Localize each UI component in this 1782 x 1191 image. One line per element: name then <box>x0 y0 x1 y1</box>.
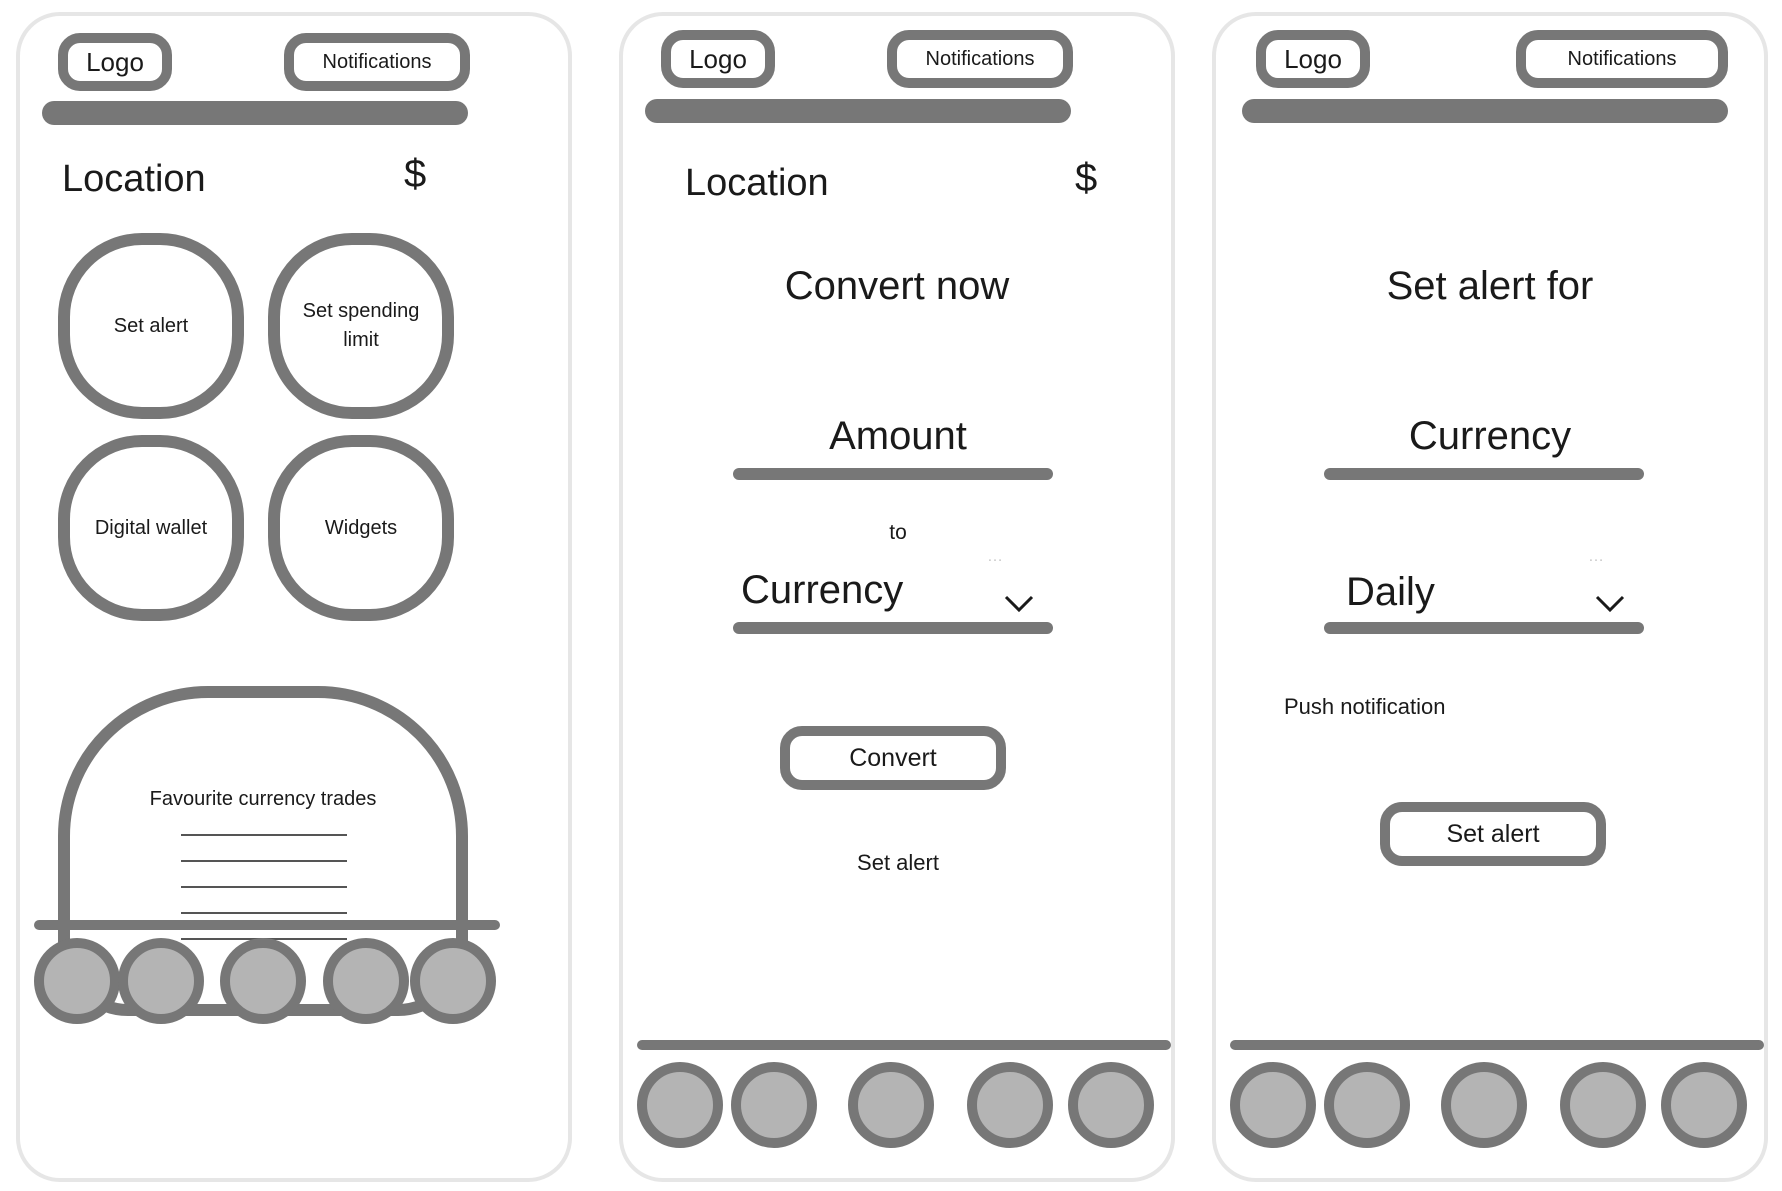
search-bar[interactable] <box>1242 99 1728 123</box>
list-item <box>181 912 347 914</box>
chevron-down-icon[interactable] <box>1003 594 1035 614</box>
set-alert-tile[interactable] <box>58 233 244 419</box>
set-alert-for-title: Set alert for <box>1386 264 1594 308</box>
chevron-down-icon[interactable] <box>1594 594 1626 614</box>
notifications-button[interactable]: Notifications <box>887 30 1073 88</box>
set-alert-link[interactable]: Set alert <box>857 850 939 875</box>
more-icon: … <box>1588 548 1605 565</box>
convert-button[interactable] <box>780 726 1006 790</box>
nav-button-5[interactable] <box>1068 1062 1154 1148</box>
favourite-currency-trades-title: Favourite currency trades <box>149 788 377 810</box>
list-item <box>181 834 347 836</box>
notifications-button[interactable]: Notifications <box>284 33 470 91</box>
nav-divider <box>34 920 500 930</box>
nav-button-1[interactable] <box>637 1062 723 1148</box>
currency-symbol: $ <box>404 152 427 196</box>
widgets-tile[interactable] <box>268 435 454 621</box>
nav-button-3[interactable] <box>848 1062 934 1148</box>
currency-symbol: $ <box>1075 156 1098 200</box>
push-notification-label[interactable]: Push notification <box>1284 694 1446 719</box>
list-item <box>181 886 347 888</box>
location-label: Location <box>62 158 206 200</box>
digital-wallet-tile-label: Digital wallet <box>94 516 208 539</box>
set-alert-tile-label: Set alert <box>113 314 189 337</box>
currency-select[interactable] <box>733 622 1053 634</box>
set-alert-button[interactable] <box>1380 802 1606 866</box>
home-screen <box>16 12 572 1182</box>
nav-button-2[interactable] <box>731 1062 817 1148</box>
nav-button-3[interactable] <box>1441 1062 1527 1148</box>
logo: Logo <box>661 30 775 88</box>
nav-button-2[interactable] <box>1324 1062 1410 1148</box>
list-item <box>181 860 347 862</box>
search-bar[interactable] <box>645 99 1071 123</box>
amount-input[interactable] <box>733 468 1053 480</box>
more-icon: … <box>987 548 1004 565</box>
widgets-tile-label: Widgets <box>324 516 398 539</box>
to-label: to <box>889 521 907 544</box>
currency-select-label: Currency <box>741 568 904 612</box>
set-alert-button-label: Set alert <box>1446 819 1540 848</box>
set-alert-screen <box>1212 12 1768 1182</box>
convert-button-label: Convert <box>849 743 937 772</box>
nav-button-4[interactable] <box>1560 1062 1646 1148</box>
nav-button-4[interactable] <box>323 938 409 1024</box>
amount-label: Amount <box>829 414 967 458</box>
convert-now-title: Convert now <box>784 264 1010 308</box>
logo: Logo <box>1256 30 1370 88</box>
frequency-select-label: Daily <box>1346 570 1435 614</box>
digital-wallet-tile[interactable] <box>58 435 244 621</box>
nav-button-5[interactable] <box>1661 1062 1747 1148</box>
set-spending-limit-tile-label: Set spending limit <box>302 300 420 351</box>
frequency-select[interactable] <box>1324 622 1644 634</box>
nav-divider <box>637 1040 1171 1050</box>
nav-button-1[interactable] <box>34 938 120 1024</box>
nav-button-1[interactable] <box>1230 1062 1316 1148</box>
set-spending-limit-tile[interactable] <box>268 233 454 419</box>
logo: Logo <box>58 33 172 91</box>
nav-button-5[interactable] <box>410 938 496 1024</box>
currency-label: Currency <box>1408 414 1572 458</box>
location-label: Location <box>685 162 829 204</box>
notifications-button[interactable]: Notifications <box>1516 30 1728 88</box>
search-bar[interactable] <box>42 101 468 125</box>
nav-divider <box>1230 1040 1764 1050</box>
convert-screen <box>619 12 1175 1182</box>
currency-input[interactable] <box>1324 468 1644 480</box>
nav-button-2[interactable] <box>118 938 204 1024</box>
nav-button-3[interactable] <box>220 938 306 1024</box>
nav-button-4[interactable] <box>967 1062 1053 1148</box>
